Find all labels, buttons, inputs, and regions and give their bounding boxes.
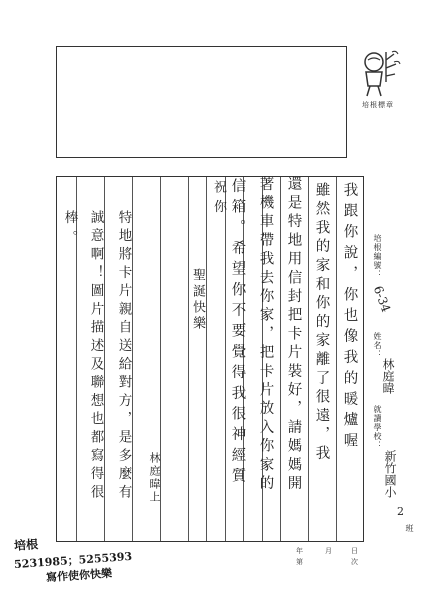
- date-year: 年: [296, 547, 303, 555]
- number-suffix: 次: [351, 558, 358, 566]
- essay-line-11: 棒。: [61, 210, 78, 250]
- essay-line-1: 我跟你說，你也像我的暖爐喔: [341, 182, 358, 454]
- essay-line-5: 信箱。希望你不要覺得我很神經質: [229, 178, 246, 489]
- date-day: 日: [351, 547, 358, 555]
- essay-line-2: 雖然我的家和你的家離了很遠，我: [313, 182, 330, 464]
- bamboo-character-stamp-icon: [352, 42, 406, 100]
- footer-logo-slogan: 寫作使你快樂: [45, 566, 113, 585]
- number-prefix: 第: [296, 558, 303, 566]
- name-label: 姓名：: [373, 332, 382, 359]
- grade-value: 2: [394, 505, 407, 518]
- school-value: 新竹國小: [383, 450, 397, 498]
- essay-line-8: 林庭暐上: [148, 452, 161, 504]
- essay-line-3: 還是特地用信封把卡片裝好，請媽媽開: [285, 176, 302, 494]
- date-month: 月: [325, 547, 332, 555]
- school-label: 就讀學校：: [373, 405, 382, 450]
- essay-line-9: 特地將卡片親自送給對方，是多麼有: [115, 210, 132, 503]
- essay-line-6: 祝你: [211, 180, 226, 219]
- code-value: 6-34: [370, 284, 394, 315]
- footer-logo-phone: 5231985；5255393: [13, 549, 133, 572]
- essay-line-10: 誠意啊！圖片描述及聯想也都寫得很: [87, 210, 104, 503]
- stamp-caption: 培根標章: [362, 101, 394, 109]
- code-label: 培根編號：: [373, 234, 382, 279]
- class-label: 班: [405, 524, 414, 533]
- essay-line-4: 著機車帶我去你家，把卡片放入你家的: [257, 176, 274, 494]
- essay-line-7: 聖誕快樂: [190, 268, 205, 332]
- footer-logo-title: 培根: [13, 537, 39, 553]
- comment-box: [56, 46, 347, 158]
- name-value: 林庭暐: [381, 358, 395, 394]
